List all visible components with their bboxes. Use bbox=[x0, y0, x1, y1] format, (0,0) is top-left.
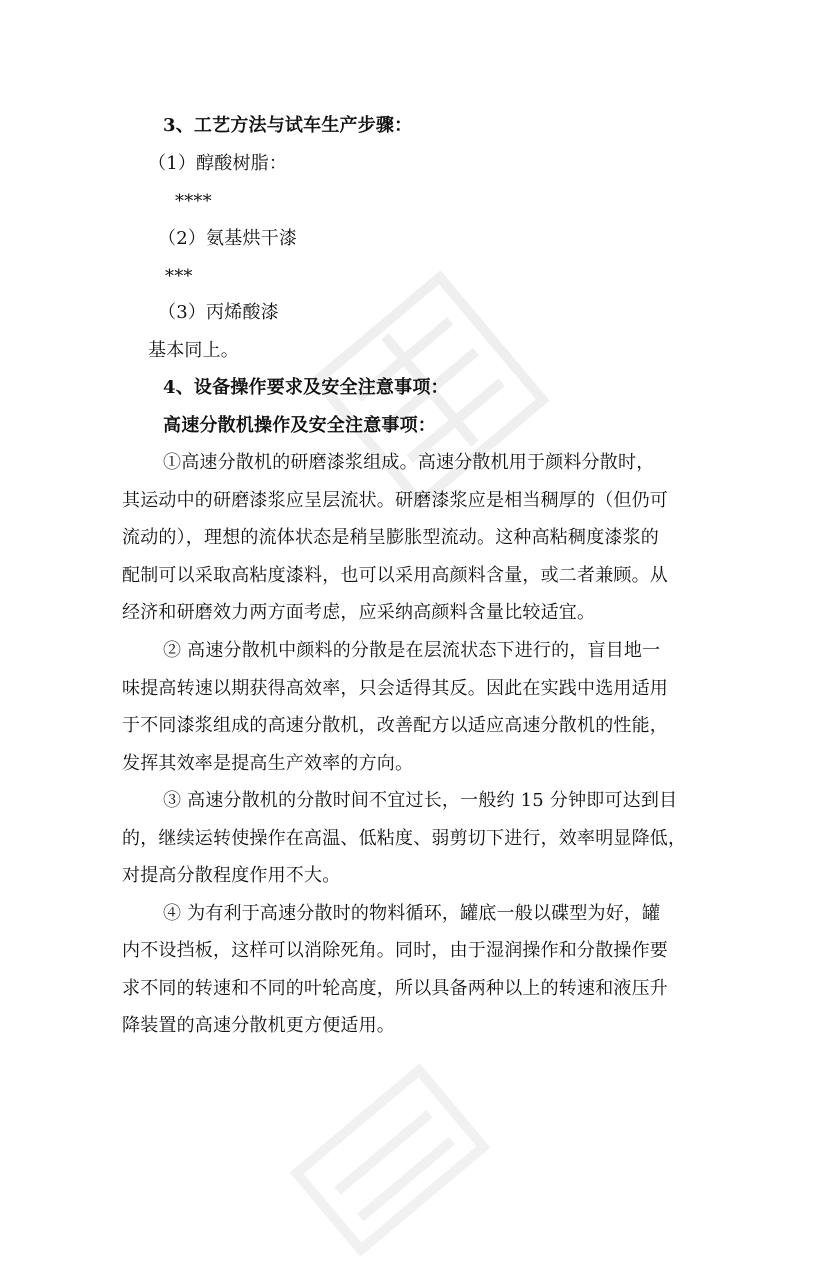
paragraph-2-line: 于不同漆浆组成的高速分散机，改善配方以适应高速分散机的性能， bbox=[122, 715, 668, 736]
paragraph-4-line: 降装置的高速分散机更方便适用。 bbox=[122, 1015, 395, 1036]
subheading: 高速分散机操作及安全注意事项： bbox=[163, 415, 436, 436]
paragraph-1-line: 配制可以采取高粘度漆料，也可以采用高颜料含量，或二者兼顾。从 bbox=[122, 565, 668, 586]
same-as-above-text: 基本同上。 bbox=[148, 340, 239, 361]
section-heading-4: 4、设备操作要求及安全注意事项： bbox=[163, 377, 449, 398]
list-item-2: （2）氨基烘干漆 bbox=[158, 228, 298, 249]
paragraph-2-line: ② 高速分散机中颜料的分散是在层流状态下进行的，盲目地一 bbox=[163, 640, 661, 661]
placeholder-stars-2: *** bbox=[165, 266, 193, 287]
paragraph-3-line: 的，继续运转使操作在高温、低粘度、弱剪切下进行，效率明显降低， bbox=[122, 828, 687, 849]
paragraph-1-line: ①高速分散机的研磨漆浆组成。高速分散机用于颜料分散时， bbox=[163, 452, 655, 473]
paragraph-3-line: ③ 高速分散机的分散时间不宜过长，一般约 15 分钟即可达到目 bbox=[163, 790, 678, 811]
paragraph-4-line: ④ 为有利于高速分散时的物料循环，罐底一般以碟型为好，罐 bbox=[163, 903, 661, 924]
list-item-1: （1）醇酸树脂： bbox=[148, 153, 288, 174]
watermark-bottom-icon bbox=[282, 1056, 497, 1264]
paragraph-4-line: 内不设挡板，这样可以消除死角。同时，由于湿润操作和分散操作要 bbox=[122, 940, 668, 961]
paragraph-3-line: 对提高分散程度作用不大。 bbox=[122, 865, 341, 886]
paragraph-2-line: 味提高转速以期获得高效率，只会适得其反。因此在实践中选用适用 bbox=[122, 678, 668, 699]
paragraph-2-line: 发挥其效率是提高生产效率的方向。 bbox=[122, 753, 414, 774]
placeholder-stars-1: **** bbox=[175, 191, 212, 212]
paragraph-1-line: 流动的），理想的流体状态是稍呈膨胀型流动。这种高粘稠度漆浆的 bbox=[122, 527, 659, 548]
paragraph-1-line: 经济和研磨效力两方面考虑，应采纳高颜料含量比较适宜。 bbox=[122, 602, 596, 623]
paragraph-4-line: 求不同的转速和不同的叶轮高度，所以具备两种以上的转速和液压升 bbox=[122, 978, 668, 999]
paragraph-1-line: 其运动中的研磨漆浆应呈层流状。研磨漆浆应是相当稠厚的（但仍可 bbox=[122, 490, 668, 511]
section-heading-3: 3、工艺方法与试车生产步骤： bbox=[163, 115, 413, 136]
list-item-3: （3）丙烯酸漆 bbox=[158, 302, 279, 323]
